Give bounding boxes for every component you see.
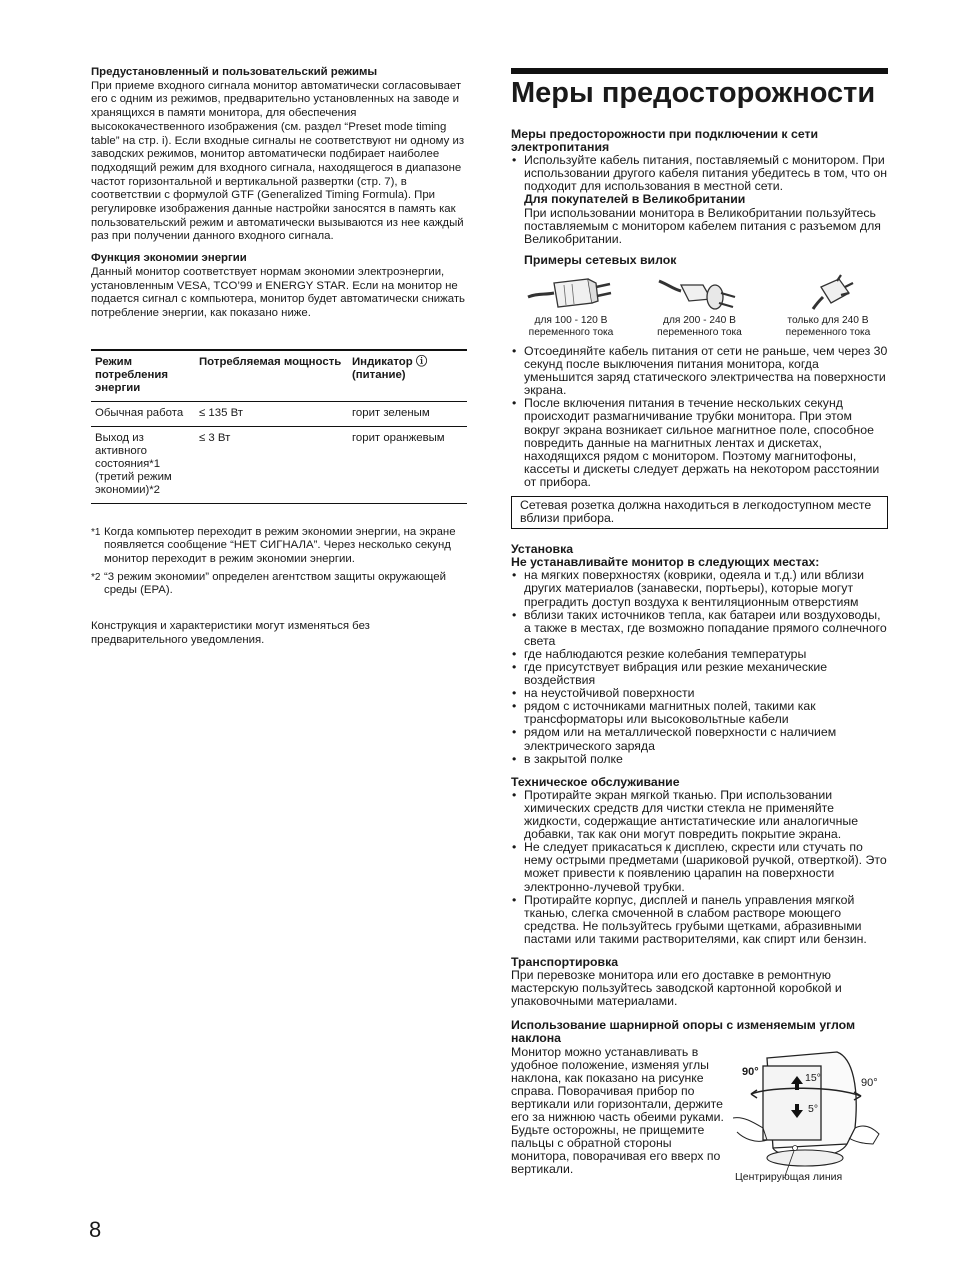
table-header-row — [91, 350, 467, 402]
list-item: • на мягких поверхностях (коврики, одеяла и т.д.) или вблизи других материалов (занавески, портьеры), которые могут преградить доступ воздуха к вентиляционным отверстиям — [511, 569, 888, 608]
footnote-text: “3 режим экономии” определен агентством защиты окружающей среды (EPA). — [104, 570, 446, 597]
table-cell: горит оранжевым — [348, 426, 467, 503]
power-heading: Меры предосторожности при подключении к сети электропитания — [511, 127, 819, 155]
list-item: • рядом или на металлической поверхности с наличием электрического заряда — [511, 726, 888, 752]
table-cell: ≤ 135 Вт — [195, 401, 348, 426]
list-item: • на неустойчивой поверхности — [511, 687, 888, 700]
install-list — [511, 569, 888, 765]
swivel-heading: Использование шарнирной опоры с изменяемым углом наклона — [511, 1018, 856, 1046]
right-angle-label: 90° — [861, 1077, 878, 1089]
uk-section — [511, 193, 888, 266]
table-cell: ≤ 3 Вт — [195, 426, 348, 503]
plug-label: для 200 - 240 В — [663, 314, 736, 326]
page-title: Меры предосторожности — [511, 77, 876, 109]
table-row — [91, 426, 467, 503]
footnote-mark: *1 — [91, 526, 101, 538]
list-item: • в закрытой полке — [511, 753, 888, 766]
preset-heading: Предустановленный и пользовательский режимы — [91, 66, 378, 78]
list-item: • где наблюдаются резкие колебания температуры — [511, 648, 888, 661]
list-item: • рядом с источниками магнитных полей, такими как трансформаторы или высоковольтные кабели — [511, 700, 888, 726]
list-item: • Протирайте корпус, дисплей и панель управления мягкой тканью, слегка смоченной в слабом растворе моющего средства. Не пользуйтесь грубыми щетками, абразивными пастами или такими растворителями, как спирт или бензин. — [511, 894, 888, 946]
list-item: • где присутствует вибрация или резкие механические воздействия — [511, 661, 888, 687]
maint-heading: Техническое обслуживание — [511, 774, 680, 789]
plug-us — [511, 273, 631, 339]
energy-heading: Функция экономии энергии — [91, 252, 247, 265]
power-table — [91, 349, 467, 504]
plugs-heading: Примеры сетевых вилок — [524, 252, 677, 267]
preset-text: При приеме входного сигнала монитор автоматически согласовывает его с одним из режимов, предварительно установленных на заводе и хранящихся в памяти монитора, для обеспечения высококачественного изображения (см. раздел “Preset mode timing table” на стр. i). Если входные сигналы не соответствуют ни одному из заводских режимов, монитор автоматически подбирает наиболее подходящий режим для входного сигнала, находящегося в диапазоне частот горизонтальной и вертикальной развертки (стр. 7), в соответствии с формулой GTF (Generalized Timing Formula). При регулировке изображения данные настройки заносятся в память как пользовательский режим и автоматически вызываются из нее каждый раз при получении данного входного сигнала. — [91, 79, 465, 243]
page-number: 8 — [89, 1217, 102, 1242]
plug-eu-icon — [655, 273, 745, 313]
maint-list — [511, 789, 888, 946]
plug-label: только для 240 В — [787, 314, 869, 326]
table-header: Потребляемая мощность — [195, 350, 348, 402]
uk-text: При использовании монитора в Великобритании пользуйтесь поставляемым с монитором кабелем питания с разъемом для Великобритании. — [524, 205, 881, 246]
centering-line-caption: Центрирующая линия — [735, 1171, 843, 1183]
plug-label: переменного тока — [785, 326, 871, 338]
up-angle-label: 15° — [805, 1072, 821, 1084]
plug-uk — [768, 273, 888, 339]
left-angle-label: 90° — [742, 1066, 759, 1078]
socket-note: Сетевая розетка должна находиться в легкодоступном месте вблизи прибора. — [511, 496, 888, 529]
energy-text: Данный монитор соответствует нормам экономии электроэнергии, установленным VESA, TCO’99 и ENERGY STAR. Если на монитор не подается сигнал с компьютера, монитор будет автоматически снижать потребление энергии, как показано ниже. — [91, 265, 465, 319]
list-item: • Не следует прикасаться к дисплею, скрести или стучать по нему острыми предметами (шариковой ручкой, отверткой). Это может привести к появлению царапин на поверхности электронно-лучевой трубки. — [511, 841, 888, 893]
install-heading: Установка — [511, 542, 574, 557]
table-header: Индикатор ⓘ (питание) — [348, 350, 467, 402]
uk-heading: Для покупателей в Великобритании — [524, 192, 746, 207]
list-item: • Используйте кабель питания, поставляемый с монитором. При использовании другого кабеля питания убедитесь в том, что он подходит для использования в местной сети. — [511, 154, 888, 193]
transport-heading: Транспортировка — [511, 954, 619, 969]
power-list — [511, 154, 888, 193]
plug-label: переменного тока — [528, 326, 614, 338]
list-item: • После включения питания в течение нескольких секунд происходит размагничивание трубки монитора. При этом вокруг экрана возникает сильное магнитное поле, способное повредить данные на магнитных лентах и дискетах, находящихся рядом с монитором. Поэтому магнитофоны, кассеты и дискеты следует держать на некотором расстоянии от прибора. — [511, 397, 888, 489]
down-angle-label: 5° — [808, 1103, 819, 1115]
list-item: • Отсоединяйте кабель питания от сети не раньше, чем через 30 секунд после выключения питания монитора, когда уменьшится заряд статического электричества на поверхности экрана. — [511, 345, 888, 397]
plug-label: переменного тока — [657, 326, 742, 338]
transport-text: При перевозке монитора или его доставке в ремонтную мастерскую пользуйтесь заводской картонной коробкой и упаковочными материалами. — [511, 968, 842, 1009]
table-cell: Выход из активного состояния*1 (третий режим экономии)*2 — [91, 426, 195, 503]
left-column — [91, 66, 469, 648]
list-item: • вблизи таких источников тепла, как батареи или воздуховоды, а также в местах, где возможно попадание прямого солнечного света — [511, 609, 888, 648]
plug-eu — [640, 273, 760, 339]
table-row — [91, 401, 467, 426]
right-column — [511, 68, 888, 1176]
plug-examples — [511, 273, 888, 339]
disclaimer: Конструкция и характеристики могут изменяться без предварительного уведомления. — [91, 620, 370, 646]
plug-label: для 100 - 120 В — [534, 314, 608, 326]
footnote-2 — [91, 571, 469, 598]
table-cell: Обычная работа — [91, 401, 195, 426]
table-cell: горит зеленым — [348, 401, 467, 426]
swivel-text: Монитор можно устанавливать в удобное положение, изменяя углы наклона, как показано на рисунке справа. Поворачивая прибор по вертикали или горизонтали, держите его за нижнюю часть обеими руками. Будьте осторожны, не прищемите пальцы с обратной стороны монитора, поворачивая его вверх по вертикали. — [511, 1044, 724, 1177]
plug-us-icon — [526, 273, 616, 313]
power-bullets — [511, 345, 888, 489]
footnote-1 — [91, 526, 469, 567]
plug-uk-icon — [783, 273, 873, 313]
install-subheading: Не устанавливайте монитор в следующих местах: — [511, 555, 820, 570]
footnote-mark: *2 — [91, 571, 101, 583]
footnote-text: Когда компьютер переходит в режим экономии энергии, на экране появляется сообщение “НЕТ СИГНАЛА”. Через несколько секунд монитор переходит в режим экономии энергии. — [104, 525, 456, 566]
title-rule — [511, 68, 888, 110]
tilt-figure — [733, 1048, 893, 1188]
table-header: Режим потребления энергии — [91, 350, 195, 402]
list-item: • Протирайте экран мягкой тканью. При использовании химических средств для чистки стекла не применяйте жидкости, содержащие антистатические или аналогичные добавки, так как они могут повредить покрытие экрана. — [511, 789, 888, 841]
